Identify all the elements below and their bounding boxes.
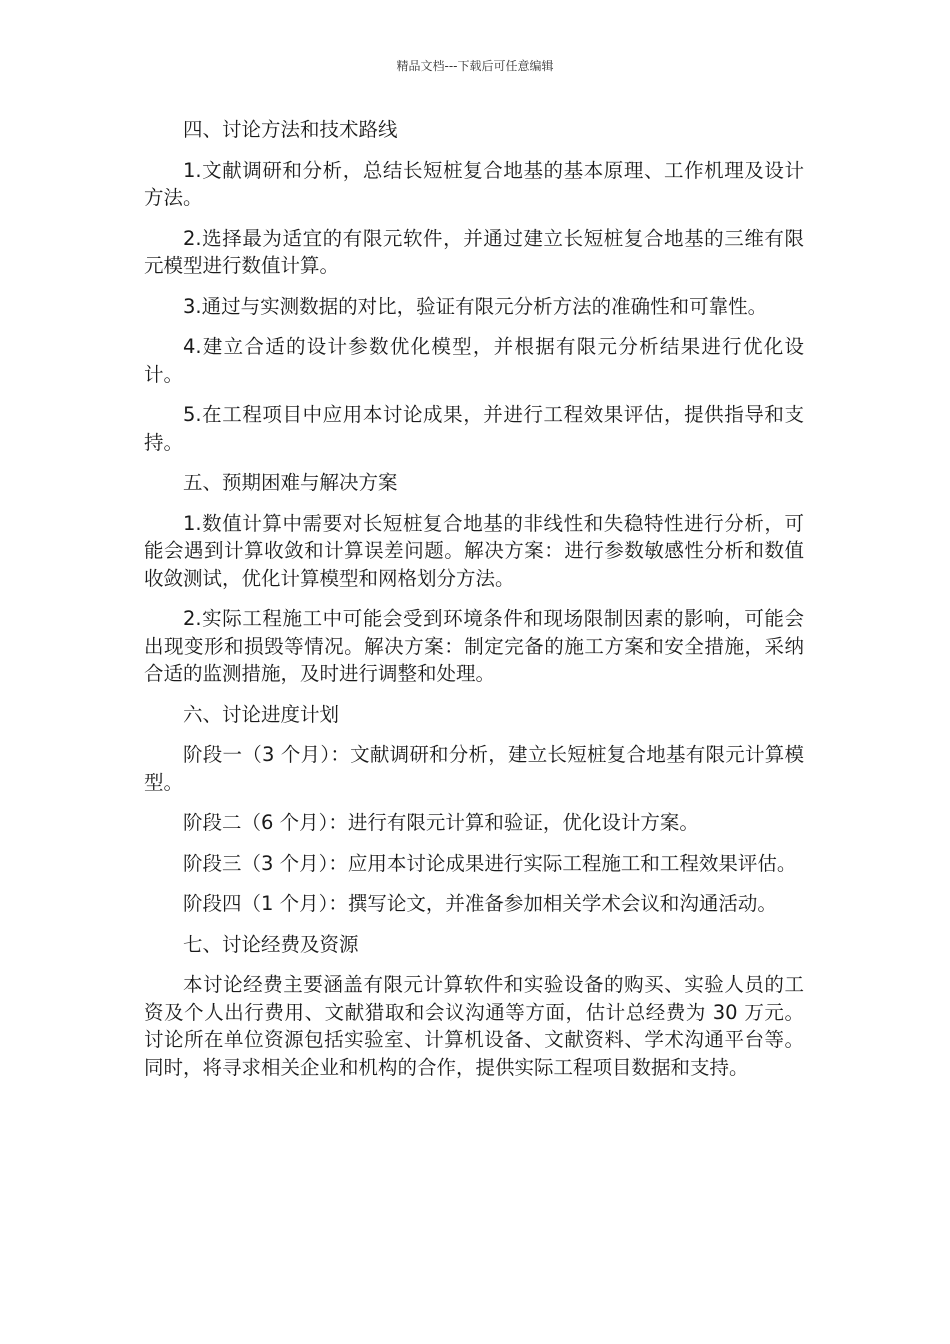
difficulty-item-2: 2.实际工程施工中可能会受到环境条件和现场限制因素的影响，可能会出现变形和损毁等情况。解决方案：制定完备的施工方案和安全措施，采纳合适的监测措施，及时进行调整和处理。 [144, 607, 804, 685]
schedule-stage-3: 阶段三（3 个月）：应用本讨论成果进行实际工程施工和工程效果评估。 [183, 851, 797, 875]
difficulty-item-1: 1.数值计算中需要对长短桩复合地基的非线性和失稳特性进行分析，可能会遇到计算收敛和计算误差问题。解决方案：进行参数敏感性分析和数值收敛测试，优化计算模型和网格划分方法。 [144, 511, 804, 590]
section-heading-funding: 七、讨论经费及资源 [183, 932, 359, 956]
section-heading-difficulties: 五、预期困难与解决方案 [183, 471, 398, 494]
page-header: 精品文档---下载后可任意编辑 [396, 59, 554, 73]
method-item-4: 4.建立合适的设计参数优化模型，并根据有限元分析结果进行优化设计。 [144, 335, 804, 386]
schedule-stage-1: 阶段一（3 个月）：文献调研和分析，建立长短桩复合地基有限元计算模型。 [144, 743, 804, 794]
method-item-5: 5.在工程项目中应用本讨论成果，并进行工程效果评估，提供指导和支持。 [144, 403, 804, 454]
funding-paragraph: 本讨论经费主要涵盖有限元计算软件和实验设备的购买、实验人员的工资及个人出行费用、文献猎取和会议沟通等方面，估计总经费为 30 万元。讨论所在单位资源包括实验室、计算机设备、文献资料、学术沟通平台等。同时，将寻求相关企业和机构的合作，提供实际工程项目数据和支持。 [144, 973, 804, 1079]
schedule-stage-2: 阶段二（6 个月）：进行有限元计算和验证，优化设计方案。 [183, 811, 699, 834]
document-body [144, 116, 804, 1094]
method-item-2: 2.选择最为适宜的有限元软件，并通过建立长短桩复合地基的三维有限元模型进行数值计算。 [144, 226, 804, 277]
section-heading-methods: 四、讨论方法和技术路线 [183, 118, 398, 141]
section-heading-schedule: 六、讨论进度计划 [183, 702, 340, 726]
schedule-stage-4: 阶段四（1 个月）：撰写论文，并准备参加相关学术会议和沟通活动。 [183, 892, 777, 915]
method-item-3: 3.通过与实测数据的对比，验证有限元分析方法的准确性和可靠性。 [183, 294, 768, 318]
method-item-1: 1.文献调研和分析，总结长短桩复合地基的基本原理、工作机理及设计方法。 [144, 158, 804, 209]
